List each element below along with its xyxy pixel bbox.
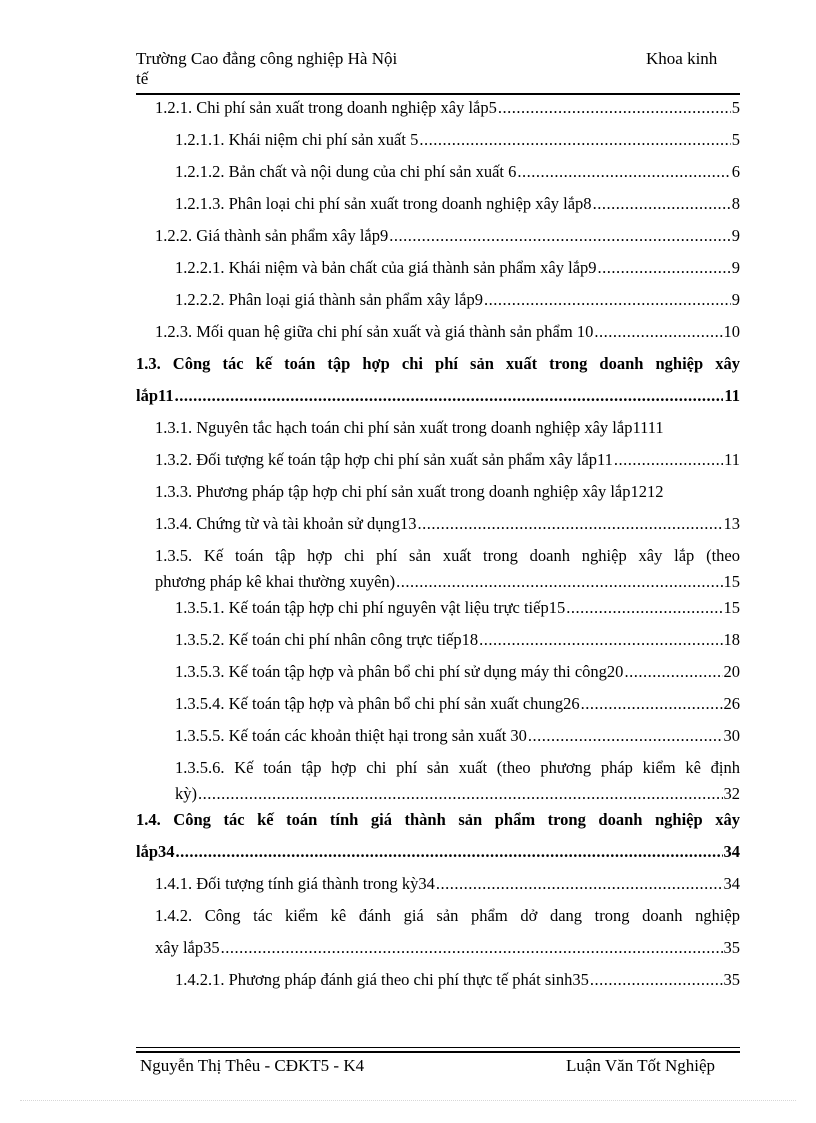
toc-leader-dots <box>176 840 723 864</box>
toc-leader-dots <box>198 782 723 806</box>
toc-entry-text: 1.3.5.3. Kế toán tập hợp và phân bổ chi phí sử dụng máy thi công20 <box>175 662 624 681</box>
toc-entry-text: 1.3.4. Chứng từ và tài khoản sử dụng13 <box>155 514 417 533</box>
toc-entry-text: 1.3.1. Nguyên tắc hạch toán chi phí sản xuất trong doanh nghiệp xây lắp1111 <box>155 418 664 437</box>
toc-entry <box>155 320 740 344</box>
toc-entry-text: lắp11 <box>136 386 174 405</box>
toc-entry <box>155 448 740 472</box>
toc-entry-text: 1.3.5.1. Kế toán tập hợp chi phí nguyên vật liệu trực tiếp15 <box>175 598 566 617</box>
toc-entry <box>155 936 740 960</box>
toc-entry <box>155 416 750 440</box>
toc-entry-text: 1.3.5.2. Kế toán chi phí nhân công trực tiếp18 <box>175 630 479 649</box>
toc-leader-dots <box>581 692 723 716</box>
toc-entry-text: 1.4.2.1. Phương pháp đánh giá theo chi phí thực tế phát sinh35 <box>175 970 589 989</box>
toc-page-number: 20 <box>723 662 740 681</box>
toc-entry <box>175 782 740 806</box>
toc-page-number: 10 <box>723 322 740 341</box>
toc-page-number: 5 <box>731 98 740 117</box>
toc-entry-text: 1.4.1. Đối tượng tính giá thành trong kỳ34 <box>155 874 435 893</box>
toc-entry-text: 1.3.3. Phương pháp tập hợp chi phí sản xuất trong doanh nghiệp xây lắp1212 <box>155 482 664 501</box>
toc-leader-dots <box>598 256 731 280</box>
toc-entry-text: xây lắp35 <box>155 938 220 957</box>
toc-entry-text: phương pháp kê khai thường xuyên) <box>155 572 396 591</box>
toc-page-number: 18 <box>723 630 740 649</box>
toc-entry-text: lắp34 <box>136 842 175 861</box>
toc-page-number: 8 <box>731 194 740 213</box>
footer-thesis-title: Luận Văn Tốt Nghiệp <box>566 1056 716 1075</box>
page-bottom-edge <box>20 1100 796 1101</box>
toc-entry <box>136 840 740 864</box>
toc-entry <box>175 660 740 684</box>
toc-entry-text: 1.3.5.6. Kế toán tập hợp chi phí sản xuất (theo phương pháp kiểm kê định <box>175 758 740 777</box>
toc-entry-text: 1.2.2.1. Khái niệm và bản chất của giá thành sản phẩm xây lắp9 <box>175 258 597 277</box>
toc-leader-dots <box>419 128 730 152</box>
toc-entry-text: 1.2.3. Mối quan hệ giữa chi phí sản xuất và giá thành sản phẩm 10 <box>155 322 594 341</box>
toc-page-number: 32 <box>723 784 740 803</box>
toc-entry <box>175 128 740 152</box>
toc-entry-text: kỳ) <box>175 784 197 803</box>
toc-entry-text: 1.2.1.3. Phân loại chi phí sản xuất trong doanh nghiệp xây lắp8 <box>175 194 592 213</box>
header-divider <box>136 93 740 95</box>
toc-leader-dots <box>517 160 730 184</box>
toc-leader-dots <box>396 570 722 594</box>
toc-page-number: 9 <box>731 290 740 309</box>
toc-leader-dots <box>498 96 731 120</box>
toc-entry <box>175 628 740 652</box>
header-school-name: Trường Cao đẳng công nghiệp Hà Nội <box>136 49 398 68</box>
toc-leader-dots <box>594 320 722 344</box>
toc-leader-dots <box>566 596 722 620</box>
toc-leader-dots <box>175 384 724 408</box>
toc-entry <box>136 384 740 408</box>
toc-page-number: 35 <box>723 970 740 989</box>
toc-leader-dots <box>593 192 731 216</box>
toc-leader-dots <box>528 724 723 748</box>
toc-page-number: 34 <box>723 842 740 861</box>
toc-entry-text: 1.3.5. Kế toán tập hợp chi phí sản xuất trong doanh nghiệp xây lắp (theo <box>155 546 740 565</box>
toc-entry-text: 1.3.2. Đối tượng kế toán tập hợp chi phí sản xuất sản phẩm xây lắp11 <box>155 450 613 469</box>
toc-entry-text: 1.2.2.2. Phân loại giá thành sản phẩm xây lắp9 <box>175 290 483 309</box>
toc-entry-text: 1.2.1.1. Khái niệm chi phí sản xuất 5 <box>175 130 419 149</box>
toc-page-number: 9 <box>731 226 740 245</box>
toc-leader-dots <box>590 968 723 992</box>
toc-entry-text: 1.3.5.5. Kế toán các khoản thiệt hại trong sản xuất 30 <box>175 726 527 745</box>
toc-entry <box>155 872 740 896</box>
toc-page-number: 11 <box>724 450 740 469</box>
toc-page-number: 5 <box>731 130 740 149</box>
toc-leader-dots <box>436 872 723 896</box>
toc-leader-dots <box>479 628 722 652</box>
toc-entry-text: 1.2.1. Chi phí sản xuất trong doanh nghiệp xây lắp5 <box>155 98 497 117</box>
toc-entry <box>175 724 740 748</box>
toc-entry-text: 1.4.2. Công tác kiểm kê đánh giá sản phẩm dở dang trong doanh nghiệp <box>155 906 740 925</box>
toc-leader-dots <box>389 224 731 248</box>
footer-divider <box>136 1051 740 1053</box>
toc-entry <box>175 288 740 312</box>
toc-page-number: 34 <box>723 874 740 893</box>
toc-leader-dots <box>417 512 722 536</box>
toc-page-number: 26 <box>723 694 740 713</box>
toc-entry <box>155 480 750 504</box>
footer-divider <box>136 1047 740 1048</box>
toc-page-number: 6 <box>731 162 740 181</box>
toc-entry <box>155 96 740 120</box>
footer-author: Nguyễn Thị Thêu - CĐKT5 - K4 <box>140 1056 365 1075</box>
toc-entry-text: 1.2.1.2. Bản chất và nội dung của chi phí sản xuất 6 <box>175 162 517 181</box>
toc-section-heading: 1.4. Công tác kế toán tính giá thành sản phẩm trong doanh nghiệp xây <box>136 810 740 829</box>
toc-leader-dots <box>221 936 723 960</box>
toc-entry <box>155 570 740 594</box>
header-faculty-name-continued: tế <box>136 69 149 88</box>
toc-entry <box>175 192 740 216</box>
toc-page-number: 35 <box>723 938 740 957</box>
toc-page-number: 11 <box>724 386 740 405</box>
toc-entry-text: 1.2.2. Giá thành sản phẩm xây lắp9 <box>155 226 389 245</box>
toc-page-number: 13 <box>723 514 740 533</box>
toc-page-number: 15 <box>723 572 740 591</box>
toc-entry-text: 1.3.5.4. Kế toán tập hợp và phân bổ chi phí sản xuất chung26 <box>175 694 580 713</box>
toc-page-number: 9 <box>731 258 740 277</box>
toc-entry <box>175 256 740 280</box>
toc-entry <box>175 160 740 184</box>
toc-page-number: 15 <box>723 598 740 617</box>
toc-entry <box>175 968 740 992</box>
toc-leader-dots <box>484 288 731 312</box>
toc-entry <box>155 224 740 248</box>
toc-section-heading: 1.3. Công tác kế toán tập hợp chi phí sản xuất trong doanh nghiệp xây <box>136 354 740 373</box>
header-faculty-name: Khoa kinh <box>646 49 718 68</box>
toc-entry <box>155 512 740 536</box>
toc-entry <box>175 596 740 620</box>
toc-leader-dots <box>614 448 723 472</box>
toc-page-number: 30 <box>723 726 740 745</box>
toc-entry <box>175 692 740 716</box>
toc-leader-dots <box>624 660 722 684</box>
